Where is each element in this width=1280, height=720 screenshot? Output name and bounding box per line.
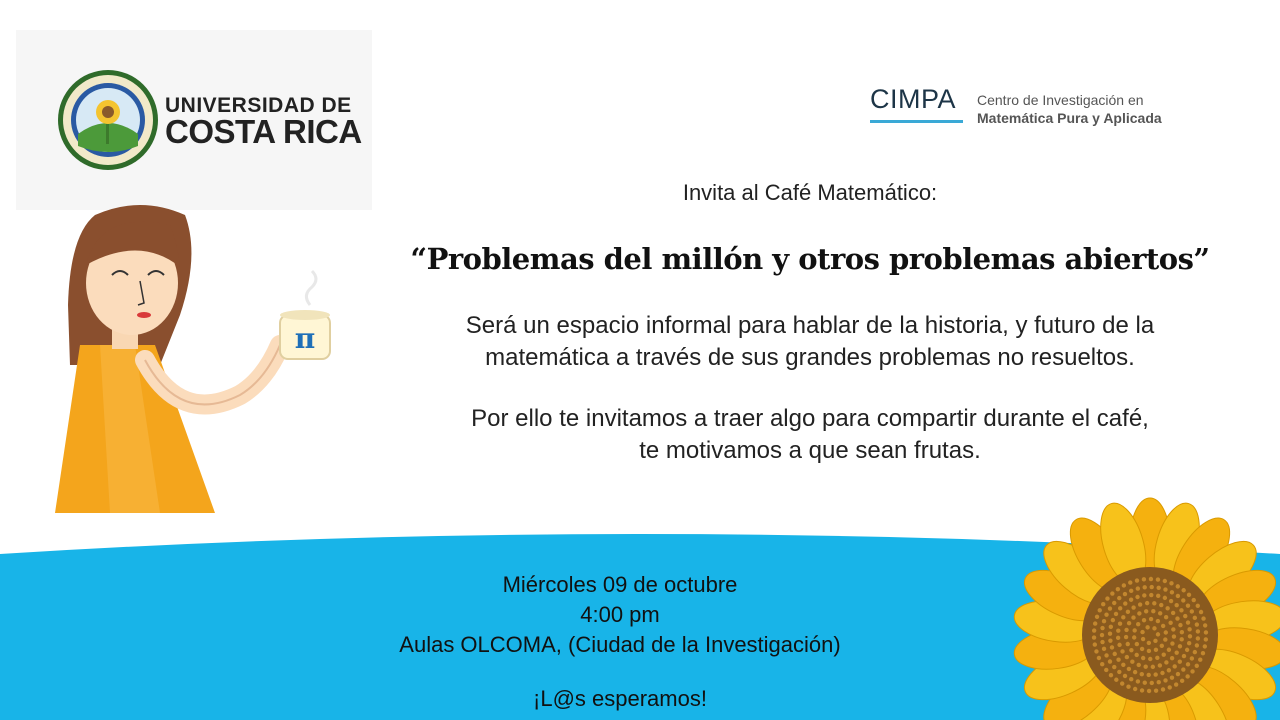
sunflower-seed xyxy=(1185,648,1189,652)
sunflower-seed xyxy=(1160,671,1164,675)
sunflower-seed xyxy=(1127,667,1131,671)
sunflower-seed xyxy=(1162,652,1166,656)
sunflower-seed xyxy=(1137,663,1141,667)
sunflower-seed xyxy=(1176,594,1180,598)
sunflower-seed xyxy=(1176,672,1180,676)
sunflower-seed xyxy=(1117,596,1121,600)
sunflower-seed xyxy=(1163,596,1167,600)
sunflower-seed xyxy=(1187,627,1191,631)
sunflower-seed xyxy=(1186,603,1190,607)
sunflower-seed xyxy=(1168,685,1172,689)
sunflower-seed xyxy=(1100,640,1104,644)
sunflower-seed xyxy=(1163,587,1167,591)
sunflower-seed xyxy=(1120,681,1124,685)
sunflower-seed xyxy=(1125,655,1129,659)
sunflower-seed xyxy=(1134,653,1138,657)
sunflower-seed xyxy=(1159,603,1163,607)
sunflower-seed xyxy=(1164,615,1168,619)
sunflower-seed xyxy=(1120,649,1124,653)
sunflower-seed xyxy=(1138,602,1142,606)
sunflower-seed xyxy=(1140,688,1144,692)
sunflower-seed xyxy=(1114,678,1118,682)
sunflower-seed xyxy=(1151,665,1155,669)
sunflower-seed xyxy=(1102,647,1106,651)
sunflower-seed xyxy=(1170,590,1174,594)
sunflower-seed xyxy=(1174,650,1178,654)
sunflower-seed xyxy=(1193,616,1197,620)
event-title: “Problemas del millón y otros problemas abiertos” xyxy=(410,242,1210,276)
sunflower-seed xyxy=(1203,623,1207,627)
request-paragraph xyxy=(380,403,1240,467)
sunflower-seed xyxy=(1196,604,1200,608)
sunflower-seed xyxy=(1180,630,1184,634)
sunflower-seed xyxy=(1181,598,1185,602)
sunflower-seed xyxy=(1108,638,1112,642)
sunflower-seed xyxy=(1116,658,1120,662)
sunflower-seed xyxy=(1122,583,1126,587)
sunflower-seed xyxy=(1145,601,1149,605)
sunflower-seed xyxy=(1181,667,1185,671)
sunflower-seed xyxy=(1195,664,1199,668)
sunflower-seed xyxy=(1152,601,1156,605)
sunflower-seed xyxy=(1149,593,1153,597)
sunflower-seed xyxy=(1186,662,1190,666)
sunflower-seed xyxy=(1124,635,1128,639)
sunflower-seed xyxy=(1102,619,1106,623)
sunflower-seed xyxy=(1196,629,1200,633)
sunflower-seed xyxy=(1180,637,1184,641)
sunflower-seed xyxy=(1204,637,1208,641)
sunflower-seed xyxy=(1095,615,1099,619)
sunflower-seed xyxy=(1203,644,1207,648)
sunflower-seed xyxy=(1121,663,1125,667)
sunflower-seed xyxy=(1092,628,1096,632)
description-line: matemática a través de sus grandes problemas no resueltos. xyxy=(485,344,1135,371)
sunflower-seed xyxy=(1174,603,1178,607)
sunflower-seed xyxy=(1132,635,1136,639)
sunflower-seed xyxy=(1136,586,1140,590)
sunflower-seed xyxy=(1190,656,1194,660)
sunflower-seed xyxy=(1185,674,1189,678)
sunflower-seed xyxy=(1110,591,1114,595)
sunflower-seed xyxy=(1111,618,1115,622)
sunflower-seed xyxy=(1187,593,1191,597)
sunflower-seed xyxy=(1100,633,1104,637)
sunflower-seed xyxy=(1097,656,1101,660)
sunflower-seed xyxy=(1163,637,1167,641)
sunflower-seed xyxy=(1156,586,1160,590)
sunflower-seed xyxy=(1187,641,1191,645)
sunflower-seed xyxy=(1123,592,1127,596)
sunflower-seed xyxy=(1133,670,1137,674)
sunflower-seed xyxy=(1182,654,1186,658)
sunflower-seed xyxy=(1131,605,1135,609)
sunflower-seed xyxy=(1167,668,1171,672)
sunflower-seed xyxy=(1143,585,1147,589)
sunflower-seed xyxy=(1154,648,1158,652)
sunflower-seed xyxy=(1179,608,1183,612)
sunflower-seed xyxy=(1161,687,1165,691)
woman-with-coffee-illustration xyxy=(40,195,350,520)
sunflower-seed xyxy=(1175,616,1179,620)
sunflower-seed xyxy=(1186,620,1190,624)
sunflower-seed xyxy=(1110,645,1114,649)
sunflower-seed xyxy=(1140,647,1144,651)
sunflower-seed xyxy=(1128,580,1132,584)
sunflower-seed xyxy=(1156,594,1160,598)
sunflower-seed xyxy=(1180,679,1184,683)
sunflower-seed xyxy=(1168,621,1172,625)
ucr-name-line2: COSTA RICA xyxy=(165,113,362,150)
sunflower-seed xyxy=(1145,625,1149,629)
sunflower-seed xyxy=(1149,617,1153,621)
sunflower-seed xyxy=(1195,643,1199,647)
sunflower-seed xyxy=(1164,630,1168,634)
sunflower-seed xyxy=(1171,611,1175,615)
sunflower-seed xyxy=(1150,585,1154,589)
sunflower-seed xyxy=(1150,681,1154,685)
sunflower-seed xyxy=(1129,598,1133,602)
sunflower-seed xyxy=(1141,656,1145,660)
sunflower-seed xyxy=(1153,672,1157,676)
sunflower-seed xyxy=(1123,601,1127,605)
sunflower-seed xyxy=(1176,584,1180,588)
sunflower-seed xyxy=(1147,689,1151,693)
sunflower-seed xyxy=(1147,649,1151,653)
sunflower-seed xyxy=(1098,608,1102,612)
request-line: Por ello te invitamos a traer algo para compartir durante el café, xyxy=(471,405,1149,432)
sunflower-seed xyxy=(1127,621,1131,625)
event-details xyxy=(340,570,900,660)
sunflower-seed xyxy=(1167,648,1171,652)
sunflower-seed xyxy=(1136,679,1140,683)
sunflower-seed xyxy=(1190,669,1194,673)
sunflower-seed xyxy=(1156,619,1160,623)
sunflower-seed xyxy=(1126,610,1130,614)
sunflower-seed xyxy=(1201,651,1205,655)
sunflower-seed xyxy=(1117,643,1121,647)
sunflower-seed xyxy=(1170,641,1174,645)
sunflower-seed xyxy=(1137,611,1141,615)
sunflower-seed xyxy=(1109,625,1113,629)
sunflower-seed xyxy=(1163,678,1167,682)
sunflower-seed xyxy=(1178,644,1182,648)
sunflower-seed xyxy=(1158,611,1162,615)
sunflower-seed xyxy=(1178,659,1182,663)
cimpa-logo-name: CIMPA xyxy=(870,84,957,114)
sunflower-seed xyxy=(1142,618,1146,622)
sunflower-seed xyxy=(1143,665,1147,669)
event-place: Aulas OLCOMA, (Ciudad de la Investigación) xyxy=(399,632,841,657)
sunflower-seed xyxy=(1199,610,1203,614)
sunflower-seed xyxy=(1144,609,1148,613)
description-line: Será un espacio informal para hablar de la historia, y futuro de la xyxy=(465,312,1155,339)
sunflower-seed xyxy=(1126,685,1130,689)
event-time: 4:00 pm xyxy=(580,602,660,627)
sunflower-seed xyxy=(1160,644,1164,648)
sunflower-seed xyxy=(1192,598,1196,602)
sunflower-seed xyxy=(1154,688,1158,692)
sunflower-seed xyxy=(1100,662,1104,666)
sunflower-seed xyxy=(1112,601,1116,605)
sunflower-seed xyxy=(1129,589,1133,593)
sunflower-seed xyxy=(1147,673,1151,677)
invitation-intro: Invita al Café Matemático: xyxy=(682,180,938,205)
sunflower-seed xyxy=(1148,657,1152,661)
sunflower-seed xyxy=(1118,606,1122,610)
sunflower-seed xyxy=(1131,615,1135,619)
sunflower-seed xyxy=(1173,664,1177,668)
sunflower-seed xyxy=(1161,624,1165,628)
sunflower-seed xyxy=(1195,622,1199,626)
sunflower-seed xyxy=(1204,630,1208,634)
sunflower-illustration xyxy=(990,485,1280,720)
sunflower-seed xyxy=(1117,670,1121,674)
sunflower-seed xyxy=(1178,623,1182,627)
sunflower-seed xyxy=(1198,657,1202,661)
cimpa-logo-underline xyxy=(870,120,963,123)
sunflower-seed xyxy=(1092,635,1096,639)
sunflower-seed xyxy=(1093,642,1097,646)
sunflower-seed xyxy=(1142,593,1146,597)
sunflower-seed xyxy=(1151,609,1155,613)
sunflower-seed xyxy=(1135,578,1139,582)
sunflower-seed xyxy=(1104,612,1108,616)
sunflower-seed xyxy=(1114,612,1118,616)
sunflower-seed xyxy=(1094,649,1098,653)
sunflower-seed xyxy=(1113,652,1117,656)
sunflower-seed xyxy=(1174,682,1178,686)
pi-symbol: π xyxy=(294,322,316,355)
sunflower-seed xyxy=(1135,595,1139,599)
sunflower-seed xyxy=(1153,639,1157,643)
sunflower-seed xyxy=(1143,681,1147,685)
sunflower-seed xyxy=(1201,616,1205,620)
ucr-name-line1: UNIVERSIDAD DE xyxy=(165,94,352,117)
event-date: Miércoles 09 de octubre xyxy=(502,572,738,597)
sunflower-seed xyxy=(1123,674,1127,678)
sunflower-seed xyxy=(1181,588,1185,592)
sunflower-seed xyxy=(1109,673,1113,677)
sunflower-seed xyxy=(1140,630,1144,634)
sunflower-seed xyxy=(1100,626,1104,630)
sunflower-seed xyxy=(1112,665,1116,669)
sunflower-seed xyxy=(1196,636,1200,640)
sunflower-seed xyxy=(1172,634,1176,638)
sunflower-seed xyxy=(1140,672,1144,676)
sunflower-seed xyxy=(1116,587,1120,591)
description-paragraph xyxy=(380,310,1240,374)
sunflower-seed xyxy=(1164,660,1168,664)
sunflower-seed xyxy=(1156,632,1160,636)
sunflower-seed xyxy=(1116,628,1120,632)
cimpa-subtitle-line2: Matemática Pura y Aplicada xyxy=(977,110,1162,126)
sunflower-seed xyxy=(1108,632,1112,636)
sunflower-seed xyxy=(1104,668,1108,672)
closing-message: ¡L@s esperamos! xyxy=(533,686,707,711)
sunflower-seed xyxy=(1133,687,1137,691)
sunflower-seed xyxy=(1156,577,1160,581)
sunflower-seed xyxy=(1116,636,1120,640)
sunflower-seed xyxy=(1121,615,1125,619)
sunflower-seed xyxy=(1171,627,1175,631)
sunflower-seed xyxy=(1183,614,1187,618)
sunflower-seed xyxy=(1129,677,1133,681)
sunflower-seed xyxy=(1170,675,1174,679)
sunflower-seed xyxy=(1105,596,1109,600)
sunflower-seed xyxy=(1126,642,1130,646)
sunflower-seed xyxy=(1147,641,1151,645)
sunflower-seed xyxy=(1190,609,1194,613)
sunflower-seed xyxy=(1104,653,1108,657)
sunflower-seed xyxy=(1149,577,1153,581)
sunflower-seed xyxy=(1142,577,1146,581)
sunflower-seed xyxy=(1157,680,1161,684)
sunflower-seed xyxy=(1163,579,1167,583)
cimpa-subtitle-line1: Centro de Investigación en xyxy=(977,92,1144,108)
sunflower-seed xyxy=(1136,622,1140,626)
sunflower-seed xyxy=(1141,637,1145,641)
sunflower-seed xyxy=(1158,663,1162,667)
sunflower-seed xyxy=(1152,626,1156,630)
request-line: te motivamos a que sean frutas. xyxy=(639,437,981,464)
sunflower-seed xyxy=(1124,628,1128,632)
sunflower-seed xyxy=(1135,642,1139,646)
sunflower-seed xyxy=(1170,656,1174,660)
sunflower-seed xyxy=(1129,648,1133,652)
sunflower-seed xyxy=(1169,599,1173,603)
sunflower-seed xyxy=(1118,622,1122,626)
sunflower-seed xyxy=(1093,621,1097,625)
sunflower-seed xyxy=(1108,659,1112,663)
sunflower-seed xyxy=(1188,634,1192,638)
sunflower-seed xyxy=(1132,628,1136,632)
sunflower-seed xyxy=(1165,606,1169,610)
sunflower-seed xyxy=(1169,581,1173,585)
sunflower-seed xyxy=(1130,659,1134,663)
ucr-seal-icon xyxy=(56,68,160,172)
sunflower-seed xyxy=(1108,606,1112,610)
sunflower-seed xyxy=(1193,650,1197,654)
sunflower-seed xyxy=(1101,602,1105,606)
sunflower-seed xyxy=(1155,656,1159,660)
